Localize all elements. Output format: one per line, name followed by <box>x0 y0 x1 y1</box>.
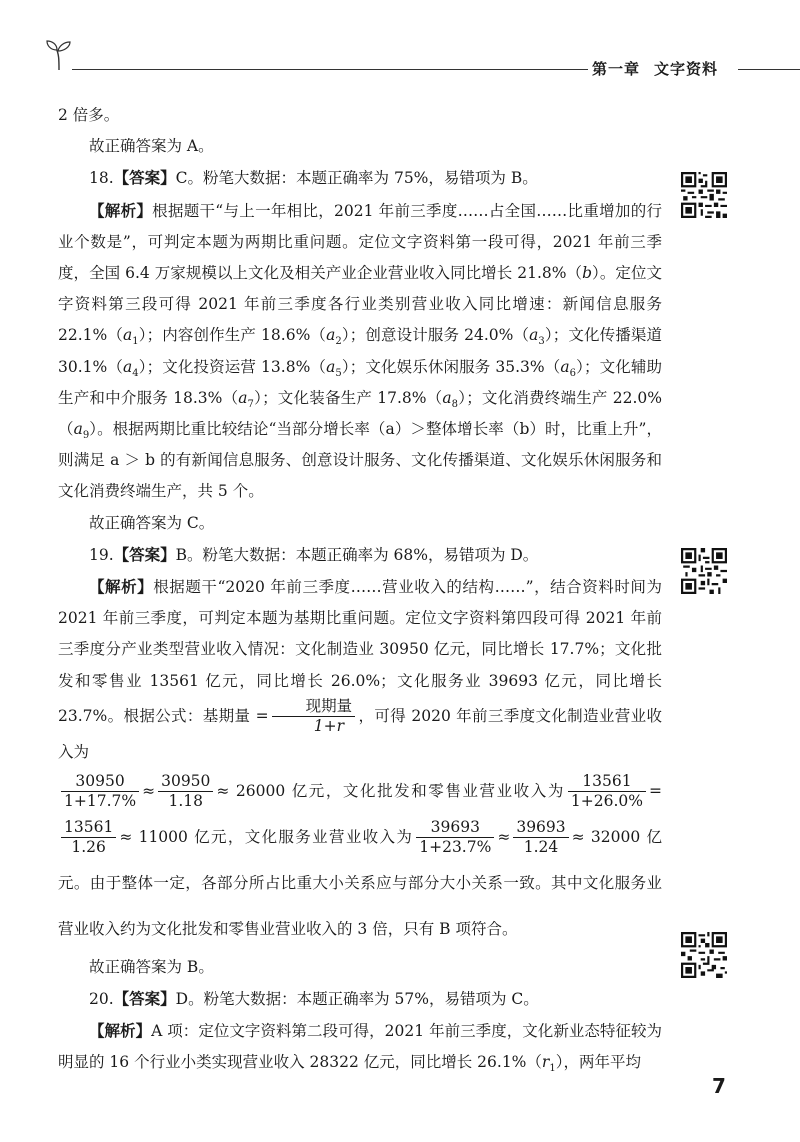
qr-code-icon <box>681 172 727 218</box>
question-18-final: 故正确答案为 C。 <box>89 513 215 532</box>
question-20-answer: 20.【答案】D。粉笔大数据：本题正确率为 57%，易错项为 C。 <box>89 989 539 1009</box>
page-header <box>0 0 800 80</box>
question-18-answer: 18.【答案】C。粉笔大数据：本题正确率为 75%，易错项为 B。 <box>89 168 538 188</box>
answer-explanations <box>58 100 662 1079</box>
qr-code-icon <box>681 548 727 594</box>
question-19-final: 故正确答案为 B。 <box>89 957 214 976</box>
question-18-explanation: 【解析】根据题干“与上一年相比，2021 年前三季度……占全国……比重增加的行业个数是”，可判定本题为两期比重问题。定位文字资料第一段可得，2021 年前三季度，全国 6.4 万家规模以上文化及相关产业企业营业收入同比增长 21.8%（b）。定位文字资料第三段可得 2021 年前三季度各行业类别营业收入同比增速：新闻信息服务 $22.1\%(a_1)$；内容创作生产 $18.6\%(a_2)$；创意设计服务 $24.0\%(a_3)$；文化传播渠道 $30.1\%(a_4)$；文化投资运营 $13.8\%(a_5)$；文化娱乐休闲服务 $35.3\%(a_6)$；文化辅助生产和中介服务 $18.3\%(a_7)$；文化装备生产 $17.8\%(a_8)$；文化消费终端生产 $22.0\%(a_9)$。根据两期比重比较结论“当部分增长率（a）＞整体增长率（b）时，比重上升”，则满足 a ＞ b 的有新闻信息服务、创意设计服务、文化传播渠道、文化娱乐休闲服务和文化消费终端生产，共 5 个。 <box>58 200 663 501</box>
question-19-answer: 19.【答案】B。粉笔大数据：本题正确率为 68%，易错项为 D。 <box>89 544 539 564</box>
header-rule-right <box>738 69 800 70</box>
leaf-icon <box>46 38 72 72</box>
formula-fraction: $\frac{\text{现期量}}{1+r}$ <box>272 697 356 737</box>
text-line: 2 倍多。 <box>58 106 120 124</box>
page-number: 7 <box>712 1074 726 1098</box>
header-rule-left <box>72 69 588 70</box>
question-20-explanation: 【解析】A 项：定位文字资料第二段可得，2021 年前三季度，文化新业态特征较为明显的 16 个行业小类实现营业收入 28322 亿元，同比增长 $26.1\%(r_1)$，两年平均 <box>58 1021 662 1075</box>
chapter-title: 第一章 文字资料 <box>592 60 719 78</box>
answer-line: 故正确答案为 A。 <box>89 137 214 156</box>
qr-code-icon <box>681 932 727 978</box>
formula-line: $\frac{30950}{1+17.7\%}$ ≈ $\frac{30950}{1.18}$ ≈ 26000 亿元，文化批发和零售业营业收入为 $\frac{13561}{1+26.0\%}$ = $\frac{13561}{1.26}$ ≈ 11000 亿元，文化服务业营业收入为 $\frac{39693}{1+23.7\%}$ ≈ $\frac{39693}{1.24}$ ≈ 32000 亿元。由于整体一定，各部分所占比重大小关系应与部分大小关系一致。其中文化服务业营业收入约为文化批发和零售业营业收入的 3 倍，只有 B 项符合。 <box>58 771 662 938</box>
question-19-explanation: 【解析】根据题干“2020 年前三季度……营业收入的结构……”，结合资料时间为 2021 年前三季度，可判定本题为基期比重问题。定位文字资料第四段可得 2021 年前三季度分产业类型营业收入情况：文化制造业 30950 亿元，同比增长 17.7%；文化批发和零售业 13561 亿元，同比增长 26.0%；文化服务业 39693 亿元，同比增长 23.7%。根据公式：基期量 = $\frac{\text{现期量}}{1+r}$ ，可得 2020 年前三季度文化制造业营业收入为 <box>58 577 663 761</box>
